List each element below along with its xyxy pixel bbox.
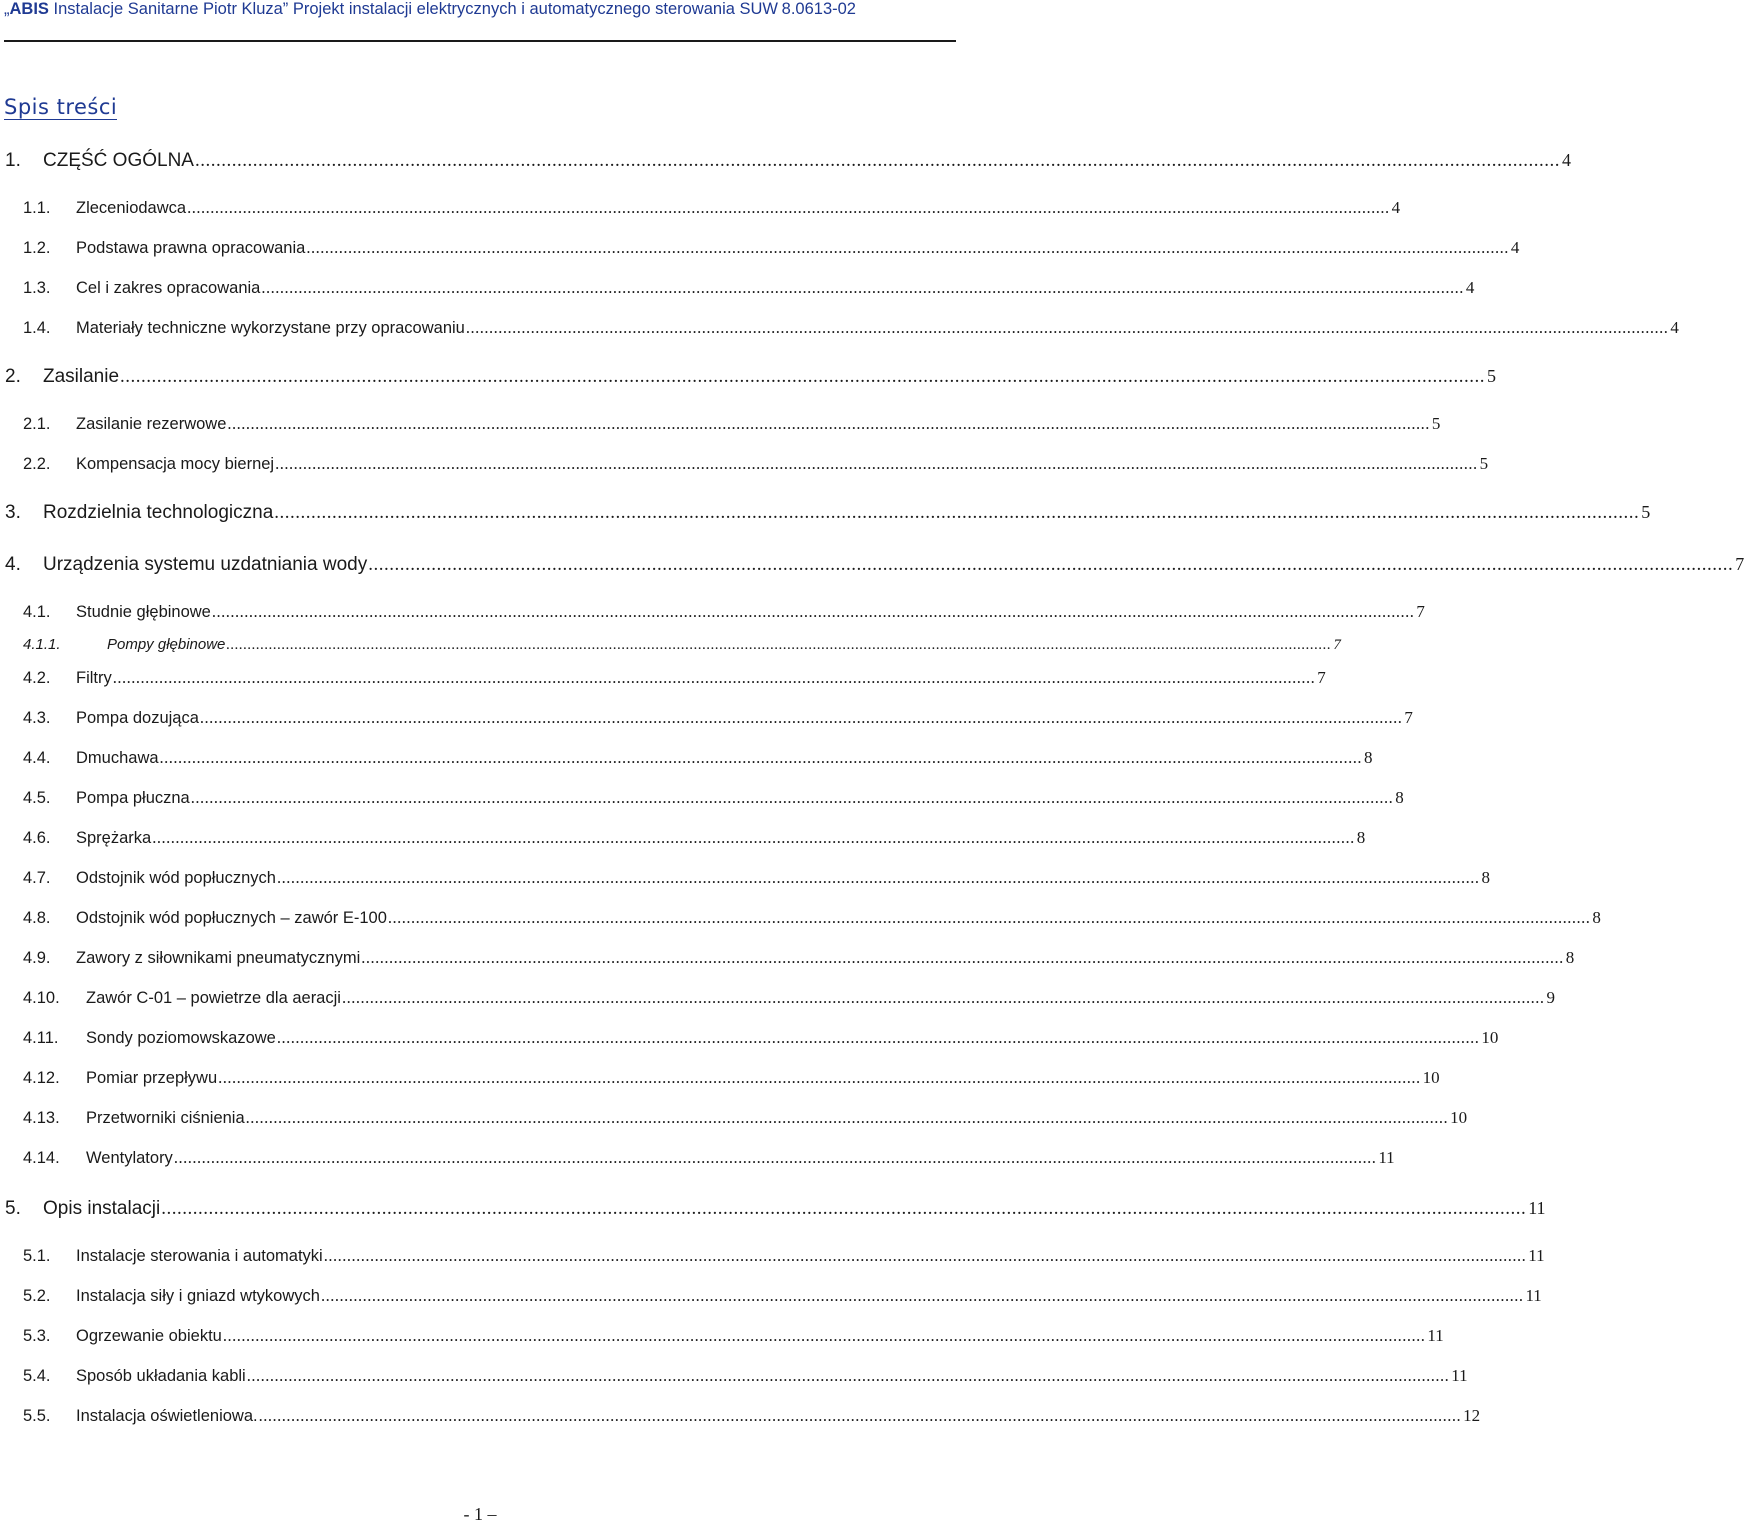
toc-dot-leader: .................................................................................................................................................................................................................................................................... bbox=[245, 1108, 1449, 1127]
toc-entry-label: CZĘŚĆ OGÓLNA bbox=[43, 150, 194, 171]
toc-entry[interactable] bbox=[23, 198, 1401, 226]
toc-entry-label: Dmuchawa bbox=[76, 749, 159, 767]
toc-entry-label: Pomiar przepływu bbox=[86, 1069, 218, 1087]
toc-entry[interactable] bbox=[23, 1406, 1481, 1434]
toc-dot-leader: .................................................................................................................................................................................................................................................................... bbox=[341, 988, 1545, 1007]
toc-entry-label: Ogrzewanie obiektu bbox=[76, 1327, 222, 1345]
toc-entry-number: 5. bbox=[5, 1198, 21, 1219]
toc-entry-page: 8 bbox=[1356, 828, 1366, 847]
toc-entry-number: 4.1.1. bbox=[23, 636, 61, 653]
toc-entry-number: 4.10. bbox=[23, 989, 60, 1007]
toc-entry[interactable] bbox=[23, 788, 1404, 816]
toc-entry[interactable] bbox=[23, 988, 1555, 1016]
toc-entry-number: 5.3. bbox=[23, 1327, 51, 1345]
toc-dot-leader: .................................................................................................................................................................................................................................................................... bbox=[276, 1028, 1480, 1047]
toc-entry-label: Instalacje sterowania i automatyki bbox=[76, 1247, 323, 1265]
toc-entry-number: 1. bbox=[5, 150, 21, 171]
header-document-code: 8.0613-02 bbox=[781, 0, 856, 18]
toc-dot-leader: .................................................................................................................................................................................................................................................................... bbox=[120, 366, 1486, 387]
toc-entry-number: 4.4. bbox=[23, 749, 51, 767]
toc-entry-page: 5 bbox=[1641, 502, 1651, 522]
toc-title: Spis treści bbox=[4, 95, 118, 119]
toc-dot-leader: .................................................................................................................................................................................................................................................................... bbox=[112, 668, 1316, 687]
toc-entry[interactable] bbox=[23, 668, 1326, 696]
toc-entry-number: 4.14. bbox=[23, 1149, 60, 1167]
toc-dot-leader: .................................................................................................................................................................................................................................................................... bbox=[211, 602, 1415, 621]
toc-dot-leader: .................................................................................................................................................................................................................................................................... bbox=[159, 748, 1363, 767]
toc-entry-label: Sondy poziomowskazowe bbox=[86, 1029, 276, 1047]
toc-entry-page: 11 bbox=[1525, 1286, 1542, 1305]
toc-entry[interactable] bbox=[23, 1108, 1468, 1136]
toc-entry[interactable] bbox=[23, 1028, 1499, 1056]
toc-entry-label: Opis instalacji bbox=[43, 1198, 161, 1219]
header-title: Instalacje Sanitarne Piotr Kluza” Projekt instalacji elektrycznych i automatycznego sterowania SUW bbox=[48, 0, 778, 18]
toc-entry-label: Odstojnik wód popłucznych – zawór E-100 bbox=[76, 909, 387, 927]
toc-entry-page: 4 bbox=[1561, 150, 1571, 170]
toc-entry-number: 4.7. bbox=[23, 869, 51, 887]
toc-entry[interactable] bbox=[23, 602, 1425, 630]
toc-entry-page: 8 bbox=[1592, 908, 1601, 927]
toc-dot-leader: .................................................................................................................................................................................................................................................................... bbox=[246, 1366, 1450, 1385]
toc-entry-page: 11 bbox=[1528, 1246, 1545, 1265]
toc-entry[interactable] bbox=[23, 636, 1341, 664]
toc-entry[interactable] bbox=[23, 1148, 1395, 1176]
toc-dot-leader: .................................................................................................................................................................................................................................................................... bbox=[320, 1286, 1524, 1305]
toc-entry-page: 11 bbox=[1451, 1366, 1468, 1385]
toc-entry-number: 4.3. bbox=[23, 709, 51, 727]
toc-entry-page: 7 bbox=[1735, 554, 1744, 574]
toc-entry-label: Instalacja siły i gniazd wtykowych bbox=[76, 1287, 320, 1305]
toc-entry[interactable] bbox=[23, 708, 1413, 736]
toc-entry-number: 4.2. bbox=[23, 669, 51, 687]
toc-entry-number: 4.13. bbox=[23, 1109, 60, 1127]
toc-entry-number: 1.4. bbox=[23, 319, 51, 337]
toc-entry[interactable] bbox=[5, 554, 1744, 582]
toc-entry-number: 1.3. bbox=[23, 279, 51, 297]
toc-entry-number: 4.8. bbox=[23, 909, 51, 927]
toc-entry-number: 4.6. bbox=[23, 829, 51, 847]
toc-entry-page: 9 bbox=[1546, 988, 1555, 1007]
toc-entry-number: 4.1. bbox=[23, 603, 51, 621]
toc-entry-label: Cel i zakres opracowania bbox=[76, 279, 261, 297]
toc-dot-leader: .................................................................................................................................................................................................................................................................... bbox=[218, 1068, 1421, 1087]
toc-entry[interactable] bbox=[23, 1286, 1542, 1314]
toc-entry-number: 5.2. bbox=[23, 1287, 51, 1305]
toc-entry-number: 5.1. bbox=[23, 1247, 51, 1265]
toc-dot-leader: .................................................................................................................................................................................................................................................................... bbox=[199, 708, 1403, 727]
toc-entry-number: 4.9. bbox=[23, 949, 51, 967]
toc-entry[interactable] bbox=[23, 908, 1601, 936]
toc-dot-leader: .................................................................................................................................................................................................................................................................... bbox=[152, 828, 1355, 847]
toc-entry-label: Pompa dozująca bbox=[76, 709, 199, 727]
toc-entry[interactable] bbox=[23, 1246, 1545, 1274]
toc-entry[interactable] bbox=[23, 414, 1441, 442]
toc-entry-number: 1.1. bbox=[23, 199, 51, 217]
toc-entry-number: 5.4. bbox=[23, 1367, 51, 1385]
toc-dot-leader: .................................................................................................................................................................................................................................................................... bbox=[194, 150, 1560, 171]
toc-entry[interactable] bbox=[23, 1326, 1444, 1354]
toc-dot-leader: .................................................................................................................................................................................................................................................................... bbox=[323, 1246, 1527, 1265]
toc-entry[interactable] bbox=[23, 948, 1575, 976]
toc-entry-page: 8 bbox=[1395, 788, 1404, 807]
toc-entry-page: 11 bbox=[1528, 1198, 1546, 1218]
toc-entry-page: 12 bbox=[1463, 1406, 1481, 1425]
toc-entry-number: 5.5. bbox=[23, 1407, 51, 1425]
toc-entry-page: 8 bbox=[1364, 748, 1373, 767]
toc-entry-label: Zawór C-01 – powietrze dla aeracji bbox=[86, 989, 341, 1007]
toc-dot-leader: .................................................................................................................................................................................................................................................................... bbox=[368, 554, 1734, 575]
toc-entry[interactable] bbox=[5, 1198, 1546, 1226]
toc-entry-label: Studnie głębinowe bbox=[76, 603, 211, 621]
toc-entry-page: 8 bbox=[1565, 948, 1575, 967]
toc-entry-label: Filtry bbox=[76, 669, 112, 687]
toc-dot-leader: .................................................................................................................................................................................................................................................................... bbox=[222, 1326, 1426, 1345]
toc-entry[interactable] bbox=[23, 828, 1366, 856]
header-divider bbox=[4, 40, 956, 42]
toc-entry[interactable] bbox=[23, 454, 1489, 482]
toc-dot-leader: .................................................................................................................................................................................................................................................................... bbox=[361, 948, 1564, 967]
toc-dot-leader: .................................................................................................................................................................................................................................................................... bbox=[258, 1406, 1462, 1425]
toc-dot-leader: .................................................................................................................................................................................................................................................................... bbox=[161, 1198, 1527, 1219]
toc-dot-leader: .................................................................................................................................................................................................................................................................... bbox=[465, 318, 1669, 337]
toc-entry-page: 8 bbox=[1481, 868, 1490, 887]
toc-entry-label: Rozdzielnia technologiczna bbox=[43, 502, 274, 523]
document-header bbox=[4, 0, 956, 24]
toc-entry-page: 4 bbox=[1510, 238, 1520, 257]
toc-entry[interactable] bbox=[23, 868, 1490, 896]
toc-entry-label: Zasilanie rezerwowe bbox=[76, 415, 227, 433]
toc-entry-label: Urządzenia systemu uzdatniania wody bbox=[43, 554, 368, 575]
toc-entry-label: Zawory z siłownikami pneumatycznymi bbox=[76, 949, 361, 967]
toc-entry[interactable] bbox=[23, 278, 1475, 306]
toc-entry-page: 7 bbox=[1404, 708, 1413, 727]
toc-entry-page: 7 bbox=[1317, 668, 1326, 687]
toc-entry-page: 4 bbox=[1465, 278, 1475, 297]
toc-entry-number: 1.2. bbox=[23, 239, 51, 257]
toc-entry-page: 10 bbox=[1481, 1028, 1499, 1047]
toc-dot-leader: .................................................................................................................................................................................................................................................................... bbox=[276, 868, 1480, 887]
toc-entry-label: Kompensacja mocy biernej bbox=[76, 455, 275, 473]
toc-entry-number: 4. bbox=[5, 554, 21, 575]
toc-entry-page: 10 bbox=[1450, 1108, 1468, 1127]
toc-entry-label: Sprężarka bbox=[76, 829, 152, 847]
toc-entry[interactable] bbox=[23, 318, 1679, 346]
toc-entry-number: 4.11. bbox=[23, 1029, 59, 1047]
toc-dot-leader: .................................................................................................................................................................................................................................................................... bbox=[226, 637, 1332, 653]
toc-entry-page: 4 bbox=[1391, 198, 1401, 217]
toc-entry-page: 11 bbox=[1427, 1326, 1444, 1345]
toc-entry-number: 3. bbox=[5, 502, 21, 523]
toc-dot-leader: .................................................................................................................................................................................................................................................................... bbox=[306, 238, 1509, 257]
toc-entry[interactable] bbox=[5, 502, 1651, 530]
toc-entry-label: Podstawa prawna opracowania bbox=[76, 239, 306, 257]
toc-dot-leader: .................................................................................................................................................................................................................................................................... bbox=[173, 1148, 1377, 1167]
toc-entry[interactable] bbox=[5, 150, 1571, 178]
toc-entry-label: Odstojnik wód popłucznych bbox=[76, 869, 276, 887]
toc-entry-number: 2. bbox=[5, 366, 21, 387]
toc-entry-page: 11 bbox=[1378, 1148, 1395, 1167]
toc-entry-number: 4.5. bbox=[23, 789, 51, 807]
toc-dot-leader: .................................................................................................................................................................................................................................................................... bbox=[227, 414, 1430, 433]
toc-entry-number: 4.12. bbox=[23, 1069, 60, 1087]
toc-entry-page: 4 bbox=[1670, 318, 1679, 337]
toc-entry[interactable] bbox=[23, 238, 1520, 266]
toc-entry[interactable] bbox=[5, 366, 1497, 394]
toc-entry-label: Wentylatory bbox=[86, 1149, 173, 1167]
toc-dot-leader: .................................................................................................................................................................................................................................................................... bbox=[190, 788, 1394, 807]
toc-entry-number: 2.1. bbox=[23, 415, 51, 433]
toc-entry[interactable] bbox=[23, 1366, 1468, 1394]
toc-dot-leader: .................................................................................................................................................................................................................................................................... bbox=[261, 278, 1464, 297]
toc-entry-page: 5 bbox=[1479, 454, 1489, 473]
header-quote: „ bbox=[4, 0, 10, 18]
toc-entry-label: Sposób układania kabli bbox=[76, 1367, 246, 1385]
toc-entry-page: 5 bbox=[1487, 366, 1497, 386]
toc-entry-page: 7 bbox=[1333, 637, 1341, 653]
toc-entry-page: 10 bbox=[1422, 1068, 1440, 1087]
toc-entry-label: Zasilanie bbox=[43, 366, 120, 387]
toc-dot-leader: .................................................................................................................................................................................................................................................................... bbox=[187, 198, 1390, 217]
toc-dot-leader: .................................................................................................................................................................................................................................................................... bbox=[275, 454, 1478, 473]
toc-entry-page: 7 bbox=[1416, 602, 1425, 621]
toc-entry[interactable] bbox=[23, 1068, 1440, 1096]
toc-entry-label: Pompa płuczna bbox=[76, 789, 190, 807]
page-number: - 1 – bbox=[463, 1504, 497, 1524]
toc-entry-label: Przetworniki ciśnienia bbox=[86, 1109, 245, 1127]
toc-entry-number: 2.2. bbox=[23, 455, 51, 473]
toc-entry-label: Instalacja oświetleniowa. bbox=[76, 1407, 258, 1425]
toc-dot-leader: .................................................................................................................................................................................................................................................................... bbox=[274, 502, 1640, 523]
header-brand: ABIS bbox=[9, 0, 49, 18]
toc-entry-label: Materiały techniczne wykorzystane przy opracowaniu bbox=[76, 319, 465, 337]
toc-entry-label: Zleceniodawca bbox=[76, 199, 187, 217]
toc-entry-page: 5 bbox=[1431, 414, 1441, 433]
toc-entry[interactable] bbox=[23, 748, 1373, 776]
toc-entry-label: Pompy głębinowe bbox=[107, 636, 226, 653]
toc-dot-leader: .................................................................................................................................................................................................................................................................... bbox=[387, 908, 1591, 927]
